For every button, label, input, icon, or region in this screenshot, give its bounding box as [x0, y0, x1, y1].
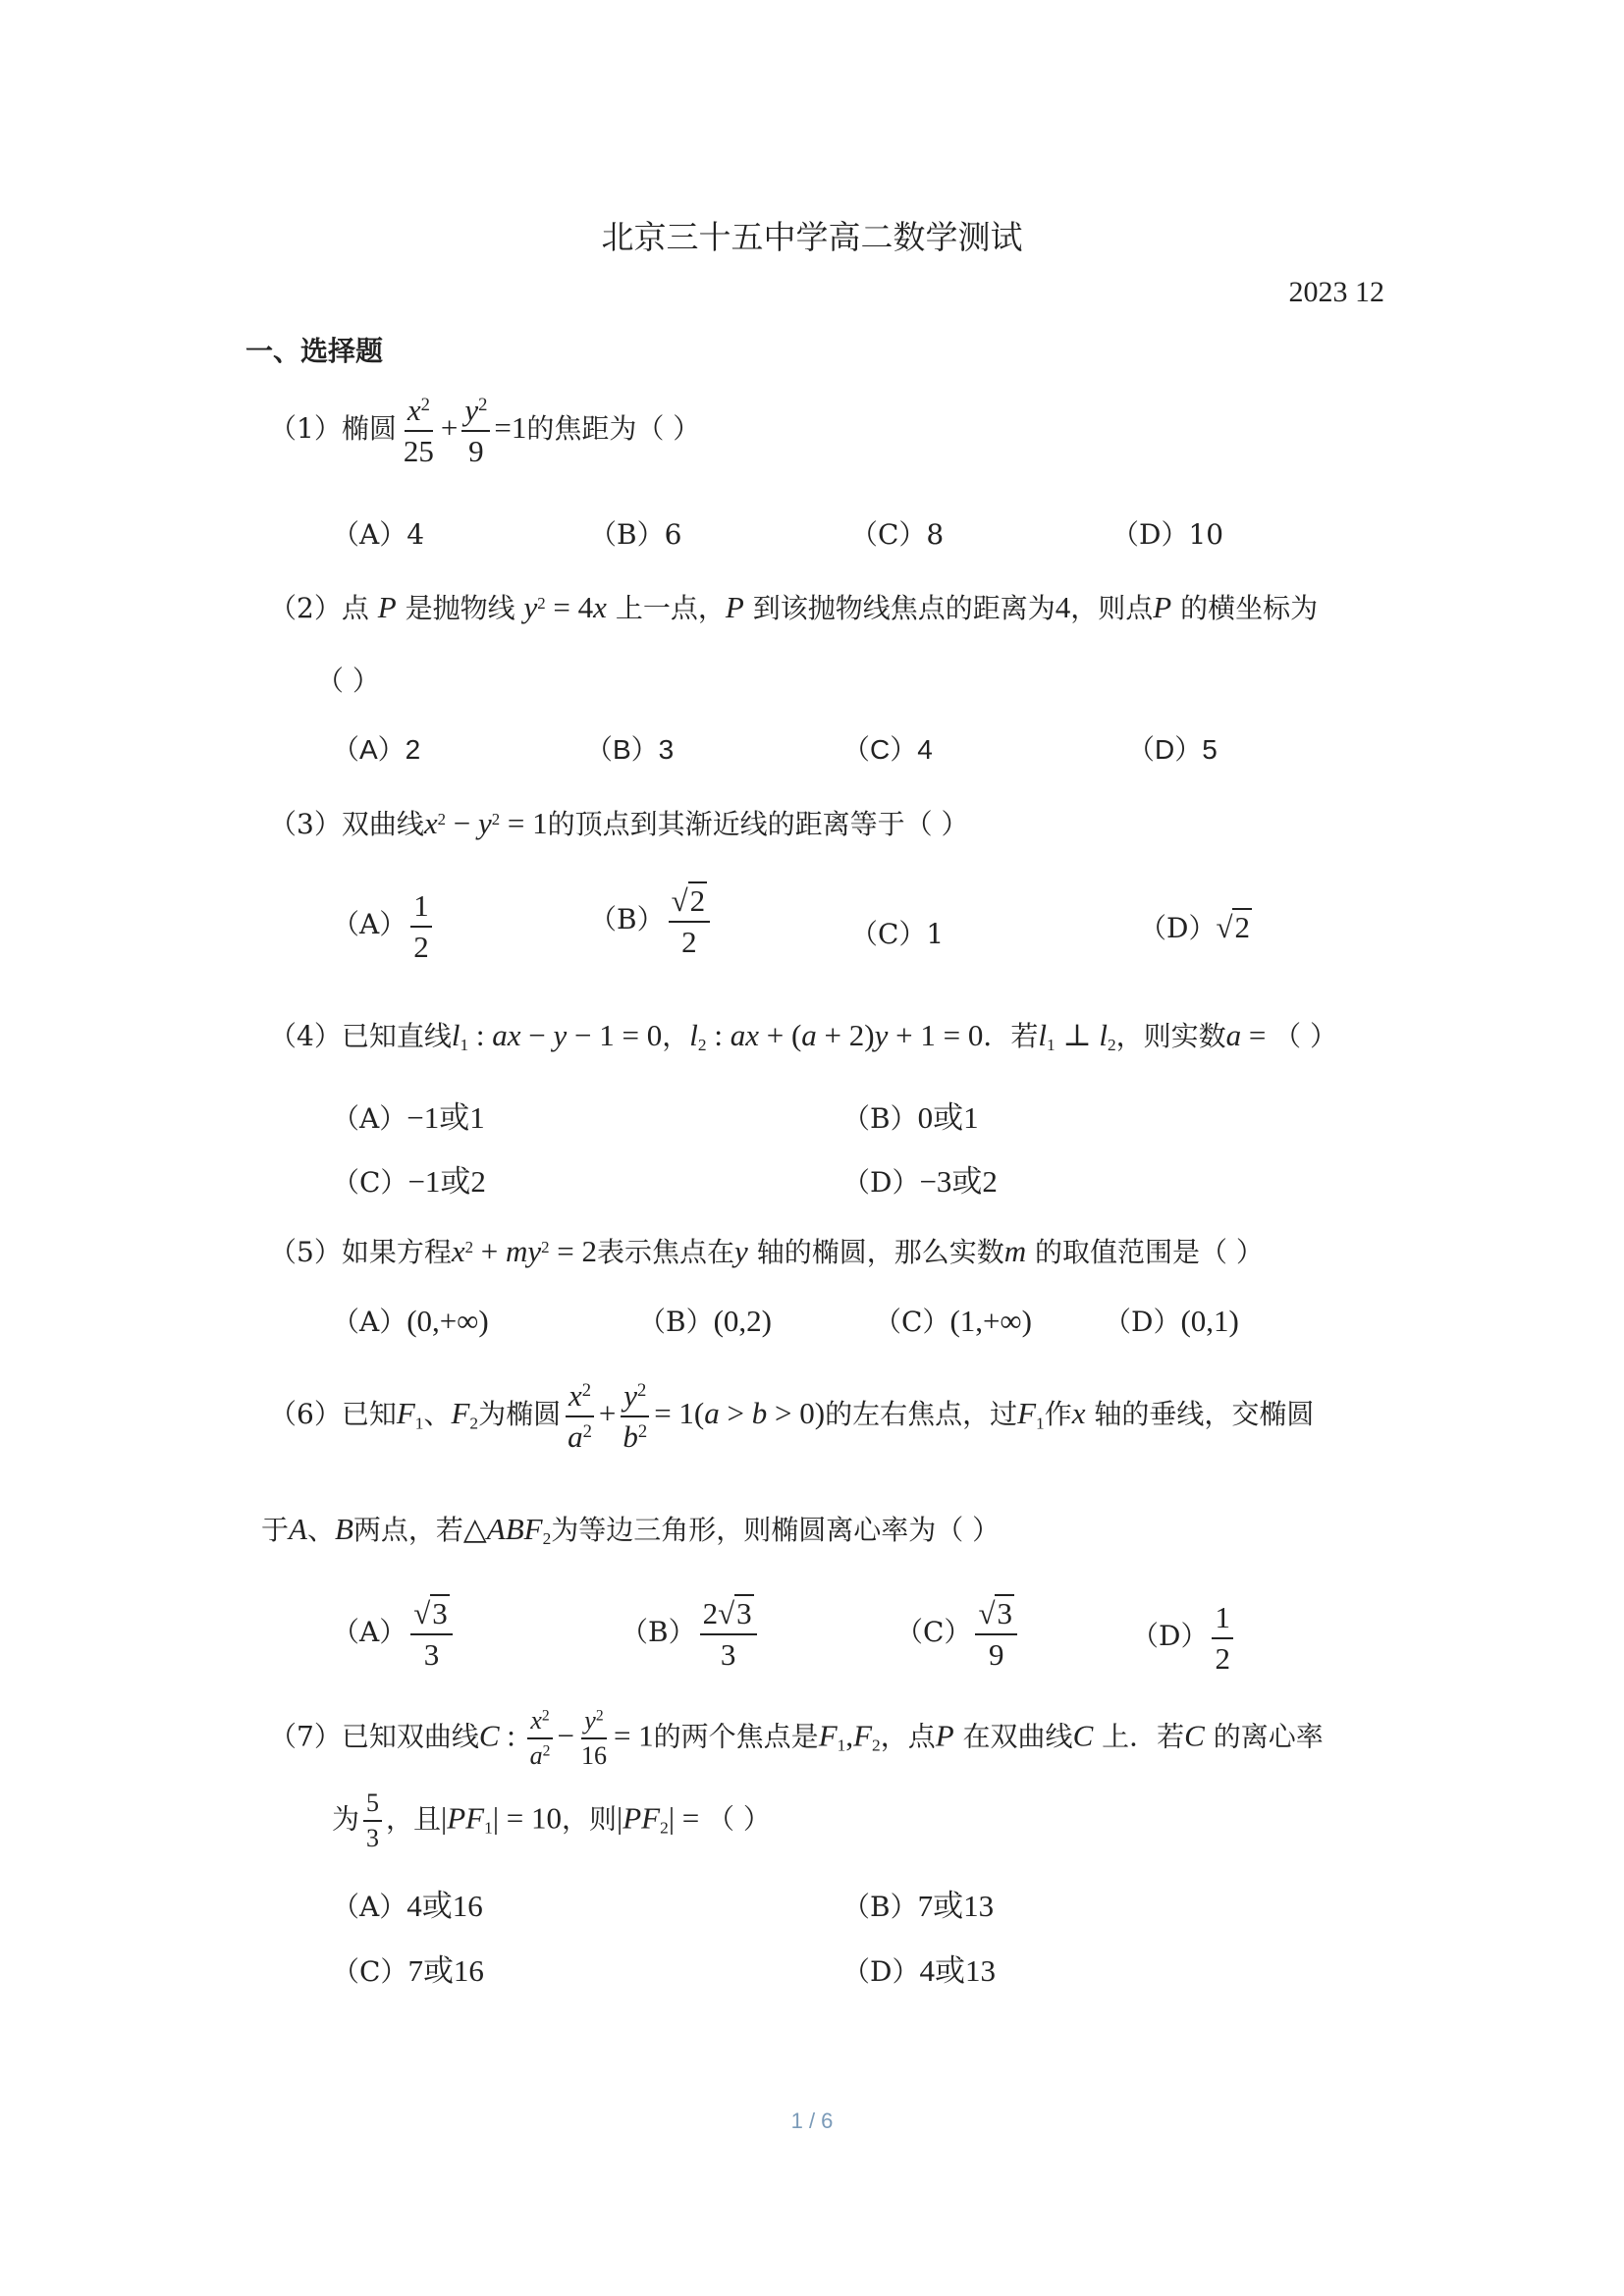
- option-d[interactable]: [1104, 1301, 1239, 1340]
- question-text: ，且: [386, 1802, 442, 1836]
- question-text: 的两个焦点是: [653, 1720, 819, 1753]
- option-label: （D）: [842, 1166, 920, 1199]
- option-d[interactable]: [1131, 1600, 1237, 1676]
- question-text: 椭圆: [341, 412, 397, 446]
- section-heading: 一、选择题: [245, 335, 384, 367]
- question-4: （4）已知直线$l_1$ : ax − y − 1 = 0，$l_2$ : ax + (a + 2)y + 1 = 0．若$l_1$ ⊥ $l_2$，则实数a = （ ）: [269, 1018, 1338, 1055]
- question-text: 作: [1044, 1398, 1072, 1431]
- option-c[interactable]: （C）8: [850, 518, 945, 551]
- question-text: 是抛物线: [405, 592, 515, 624]
- option-b[interactable]: [621, 1596, 761, 1672]
- option-label: （D）: [1104, 1306, 1181, 1338]
- option-value: (0,2): [713, 1304, 772, 1338]
- option-a[interactable]: [332, 888, 436, 964]
- math-fraction: $\frac{2√3}{3}$: [700, 1596, 757, 1672]
- option-value: (0,+∞): [406, 1304, 489, 1338]
- option-c[interactable]: （C）1: [850, 918, 945, 950]
- question-text: 为等边三角形，则椭圆离心率为（ ）: [551, 1514, 1001, 1546]
- option-c[interactable]: （C）4: [842, 734, 933, 765]
- question-text: （ ）: [1273, 1020, 1338, 1052]
- option-d[interactable]: （D）10: [1111, 518, 1224, 551]
- option-b[interactable]: [638, 1301, 772, 1340]
- question-text: 的取值范围是（ ）: [1035, 1236, 1264, 1268]
- option-label: （C）: [332, 1166, 408, 1199]
- option-label: （C）: [332, 1955, 408, 1988]
- option-label: （B）: [842, 1891, 918, 1923]
- option-c[interactable]: [874, 1301, 1032, 1340]
- question-6: （6）已知$F_1$、$F_2$为椭圆 $\frac{x^2}{a^2}$ + $\frac{y^2}{b^2}$ = 1(a > b > 0)的左右焦点，过$F_1$作x 轴的垂线，交椭圆: [269, 1378, 1315, 1454]
- option-a[interactable]: [332, 1301, 489, 1340]
- question-text: 的顶点到其渐近线的距离等于（ ）: [547, 808, 969, 840]
- option-value: −1或1: [406, 1100, 485, 1135]
- question-text: （ ）: [707, 1802, 771, 1836]
- option-b[interactable]: （B）6: [589, 518, 682, 551]
- option-a[interactable]: [332, 1093, 485, 1137]
- math-fraction: $\frac{x^2}{a^2}$: [527, 1706, 554, 1771]
- option-value: 7或16: [407, 1953, 484, 1988]
- question-1: （1）椭圆 $\frac{x^2}{25}$ + $\frac{y^2}{9}$ =1的焦距为（ ）: [269, 393, 701, 468]
- question-text: 上一点，: [615, 592, 726, 624]
- question-text: 在双曲线: [962, 1720, 1073, 1753]
- question-text: 的横坐标为: [1180, 592, 1319, 624]
- math-fraction: $\frac{y^2}{9}$: [461, 393, 490, 468]
- math-fraction: $\frac{√3}{3}$: [410, 1596, 453, 1672]
- question-text: 于: [261, 1514, 290, 1546]
- option-value: 0或1: [917, 1100, 979, 1135]
- option-d[interactable]: [842, 1946, 996, 1990]
- math-fraction: $\frac{√2}{2}$: [669, 883, 711, 959]
- option-value: 7或13: [917, 1889, 995, 1923]
- question-number: （6）: [269, 1398, 342, 1431]
- math-fraction: $\frac{y^2}{b^2}$: [620, 1378, 650, 1454]
- question-text: ，: [662, 1020, 690, 1052]
- question-7: （7）已知双曲线C : $\frac{x^2}{a^2}$ − $\frac{y^2}{16}$ = 1的两个焦点是$F_1,F_2$，点P 在双曲线C 上．若C 的离心率: [269, 1706, 1324, 1770]
- question-number: （3）: [269, 808, 342, 840]
- option-b[interactable]: [842, 1881, 994, 1925]
- math-fraction: $\frac{5}{3}$: [363, 1789, 382, 1853]
- question-number: （1）: [269, 412, 342, 446]
- question-text: 轴的垂线，交椭圆: [1094, 1398, 1315, 1431]
- math-fraction: $\frac{√3}{9}$: [975, 1596, 1017, 1672]
- option-label: （A）: [332, 1306, 407, 1338]
- question-text: 为椭圆: [478, 1398, 562, 1431]
- question-number: （7）: [269, 1720, 342, 1753]
- question-text: 双曲线: [341, 808, 424, 840]
- question-text: 两点，若: [352, 1514, 463, 1546]
- option-label: （B）: [589, 903, 665, 936]
- option-b[interactable]: [842, 1093, 979, 1137]
- option-d[interactable]: [842, 1156, 998, 1201]
- question-number: （5）: [269, 1236, 342, 1268]
- option-label: （B）: [621, 1616, 696, 1649]
- option-label: （B）: [638, 1306, 714, 1338]
- question-3: （3）双曲线$x^2 - y^2 = 1$的顶点到其渐近线的距离等于（ ）: [269, 806, 969, 840]
- option-a[interactable]: （A）4: [332, 518, 425, 551]
- option-label: （A）: [332, 1102, 407, 1135]
- math-fraction: $\frac{x^2}{25}$: [403, 393, 434, 468]
- option-value: −1或2: [407, 1164, 486, 1199]
- question-text: 已知: [341, 1398, 397, 1431]
- question-text: 到该抛物线焦点的距离为: [752, 592, 1056, 624]
- option-b[interactable]: （B）3: [585, 734, 675, 765]
- option-c[interactable]: [895, 1596, 1021, 1672]
- exam-date: 2023 12: [1288, 276, 1384, 308]
- answer-paren: （ ）: [316, 665, 380, 697]
- math-fraction: $\frac{1}{2}$: [1212, 1600, 1233, 1676]
- option-a[interactable]: [332, 1881, 483, 1925]
- option-value: 4或13: [919, 1953, 996, 1988]
- option-label: （A）: [332, 1891, 407, 1923]
- question-text: ．若: [983, 1020, 1039, 1052]
- question-text: ，则实数: [1115, 1020, 1226, 1052]
- question-text: 上．若: [1102, 1720, 1185, 1753]
- option-value: 4或16: [406, 1889, 483, 1923]
- question-text: ，点: [880, 1720, 936, 1753]
- option-label: （C）: [874, 1306, 950, 1338]
- question-number: （2）: [269, 592, 342, 624]
- question-text: 点: [341, 592, 369, 624]
- option-c[interactable]: [332, 1946, 484, 1990]
- question-text: 表示焦点在: [597, 1236, 735, 1268]
- option-a[interactable]: （A）2: [332, 734, 421, 765]
- question-text: 轴的椭圆，那么实数: [756, 1236, 1004, 1268]
- question-text: 如果方程: [341, 1236, 452, 1268]
- option-label: （D）: [842, 1955, 920, 1988]
- option-value: −3或2: [919, 1164, 998, 1199]
- question-7-line-2: 为 $\frac{5}{3}$ ，且$|PF_1| = 10$，则$|PF_2|$ = （ ）: [332, 1789, 771, 1852]
- option-label: （D）: [1139, 912, 1217, 944]
- option-label: （D）: [1131, 1620, 1209, 1653]
- option-b[interactable]: [589, 883, 714, 959]
- option-label: （A）: [332, 1616, 407, 1649]
- question-text: 的离心率: [1213, 1720, 1324, 1753]
- option-label: （C）: [895, 1616, 972, 1649]
- question-text: ，则: [562, 1802, 618, 1836]
- question-2: （2）点 P 是抛物线 $y^2 = 4x$ 上一点，P 到该抛物线焦点的距离为4，则点P 的横坐标为: [269, 590, 1319, 624]
- option-a[interactable]: [332, 1596, 457, 1672]
- question-5: （5）如果方程$x^2 + my^2 = 2$表示焦点在y 轴的椭圆，那么实数m 的取值范围是（ ）: [269, 1234, 1264, 1268]
- option-value: (1,+∞): [949, 1304, 1032, 1338]
- question-text: 已知双曲线: [341, 1720, 479, 1753]
- question-text: 已知直线: [341, 1020, 452, 1052]
- question-text: 为: [332, 1802, 360, 1836]
- option-c[interactable]: [332, 1156, 486, 1201]
- page-number: 1 / 6: [790, 2109, 834, 2133]
- math-fraction: $\frac{x^2}{a^2}$: [565, 1378, 595, 1454]
- page-title: 北京三十五中学高二数学测试: [601, 218, 1023, 256]
- question-number: （4）: [269, 1020, 342, 1052]
- option-value: (0,1): [1180, 1304, 1239, 1338]
- question-text: 的焦距为（ ）: [526, 412, 701, 446]
- question-6-line-2: 于A、B两点，若$\triangle ABF_2$为等边三角形，则椭圆离心率为（ ）: [261, 1512, 1001, 1549]
- option-d[interactable]: （D）5: [1127, 734, 1218, 765]
- option-d[interactable]: （D）√2: [1139, 910, 1250, 944]
- math-fraction: $\frac{y^2}{16}$: [580, 1706, 607, 1770]
- math-fraction: $\frac{1}{2}$: [410, 888, 432, 964]
- question-text: ，则点: [1070, 592, 1154, 624]
- question-text: 的左右焦点，过: [825, 1398, 1018, 1431]
- option-label: （B）: [842, 1102, 918, 1135]
- option-label: （A）: [332, 908, 407, 941]
